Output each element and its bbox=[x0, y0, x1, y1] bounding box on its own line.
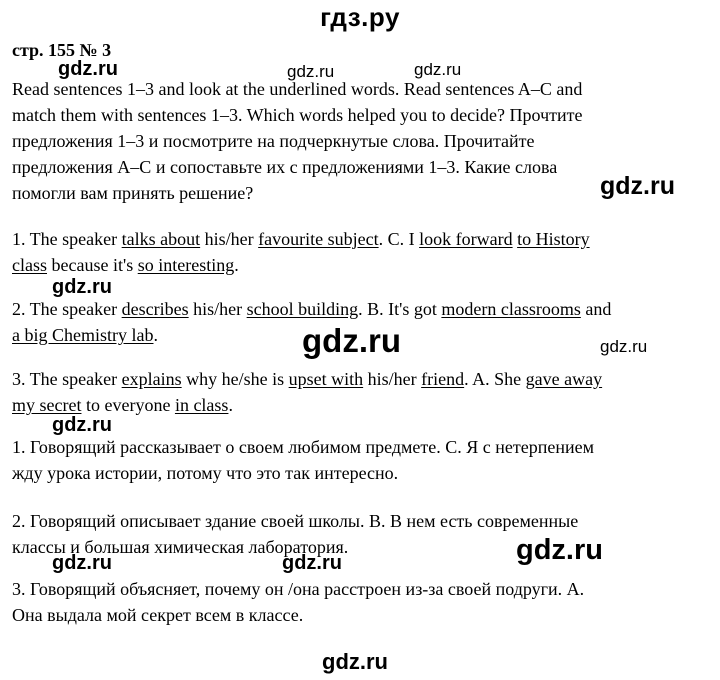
text: 3. The speaker bbox=[12, 369, 122, 389]
instruction-line: помогли вам принять решение? bbox=[12, 183, 254, 203]
text: 1. The speaker bbox=[12, 229, 122, 249]
answer-ru-2-line1: 2. Говорящий описывает здание своей школы. В. В нем есть современные bbox=[12, 511, 579, 531]
watermark: gdz.ru bbox=[282, 552, 342, 574]
watermark: gdz.ru bbox=[414, 60, 462, 79]
text: and bbox=[580, 299, 612, 319]
watermark: gdz.ru bbox=[58, 58, 118, 80]
underlined-phrase: friend bbox=[421, 369, 465, 389]
watermark: gdz.ru bbox=[322, 649, 388, 674]
answer-ru-1-line1: 1. Говорящий рассказывает о своем любимом предмете. С. Я с нетерпением bbox=[12, 437, 594, 457]
answer-en-3-line2 bbox=[12, 394, 233, 416]
instruction-line: предложения А–С и сопоставьте их с предложениями 1–3. Какие слова bbox=[12, 157, 558, 177]
watermark: gdz.ru bbox=[52, 552, 112, 574]
underlined-phrase: describes bbox=[121, 299, 189, 319]
underlined-phrase: explains bbox=[121, 369, 182, 389]
underlined-phrase: modern classrooms bbox=[441, 299, 581, 319]
underlined-phrase: in class bbox=[174, 395, 229, 415]
watermark: gdz.ru bbox=[600, 337, 648, 356]
answer-ru-2-line2: классы и большая химическая лаборатория. bbox=[12, 537, 349, 557]
text: . bbox=[228, 395, 233, 415]
underlined-phrase: gave away bbox=[525, 369, 603, 389]
watermark: gdz.ru bbox=[600, 172, 675, 200]
answer-ru-3-line1: 3. Говорящий объясняет, почему он /она расстроен из-за своей подруги. А. bbox=[12, 579, 585, 599]
answer-en-3-line1 bbox=[12, 368, 602, 390]
underlined-phrase: to History bbox=[517, 229, 590, 249]
text: why he/she is bbox=[181, 369, 289, 389]
text: . B. It's got bbox=[358, 299, 442, 319]
answer-ru-3-line2: Она выдала мой секрет всем в классе. bbox=[12, 605, 304, 625]
underlined-phrase: class bbox=[12, 255, 47, 275]
text: his/her bbox=[200, 229, 259, 249]
text: . A. She bbox=[464, 369, 526, 389]
answer-en-1-line1 bbox=[12, 228, 590, 250]
instruction-line: Read sentences 1–3 and look at the underlined words. Read sentences A–C and bbox=[12, 79, 583, 99]
page-reference: стр. 155 № 3 bbox=[12, 40, 112, 60]
underlined-phrase: talks about bbox=[121, 229, 201, 249]
watermark: gdz.ru bbox=[52, 414, 112, 436]
underlined-phrase: a big Chemistry lab bbox=[12, 325, 154, 345]
underlined-phrase: my secret bbox=[12, 395, 82, 415]
underlined-phrase: so interesting bbox=[137, 255, 235, 275]
watermark: gdz.ru bbox=[52, 276, 112, 298]
site-title: гдз.ру bbox=[320, 2, 400, 32]
watermark: gdz.ru bbox=[287, 62, 335, 81]
underlined-phrase: favourite subject bbox=[258, 229, 379, 249]
underlined-phrase: upset with bbox=[288, 369, 364, 389]
underlined-phrase: look forward bbox=[419, 229, 513, 249]
answer-en-1-line2 bbox=[12, 254, 239, 276]
answer-en-2-line2 bbox=[12, 324, 158, 346]
text: 2. The speaker bbox=[12, 299, 122, 319]
text: . C. I bbox=[378, 229, 420, 249]
instruction-line: match them with sentences 1–3. Which words helped you to decide? Прочтите bbox=[12, 105, 583, 125]
watermark: gdz.ru bbox=[302, 322, 401, 359]
answer-ru-1-line2: жду урока истории, потому что это так интересно. bbox=[12, 463, 399, 483]
text: to everyone bbox=[81, 395, 175, 415]
text: because it's bbox=[47, 255, 138, 275]
text: his/her bbox=[363, 369, 422, 389]
text: his/her bbox=[188, 299, 247, 319]
text: . bbox=[153, 325, 158, 345]
instruction-line: предложения 1–3 и посмотрите на подчеркнутые слова. Прочитайте bbox=[12, 131, 535, 151]
watermark: gdz.ru bbox=[516, 534, 603, 566]
text: . bbox=[234, 255, 239, 275]
answer-en-2-line1 bbox=[12, 298, 611, 320]
underlined-phrase: school building bbox=[246, 299, 359, 319]
